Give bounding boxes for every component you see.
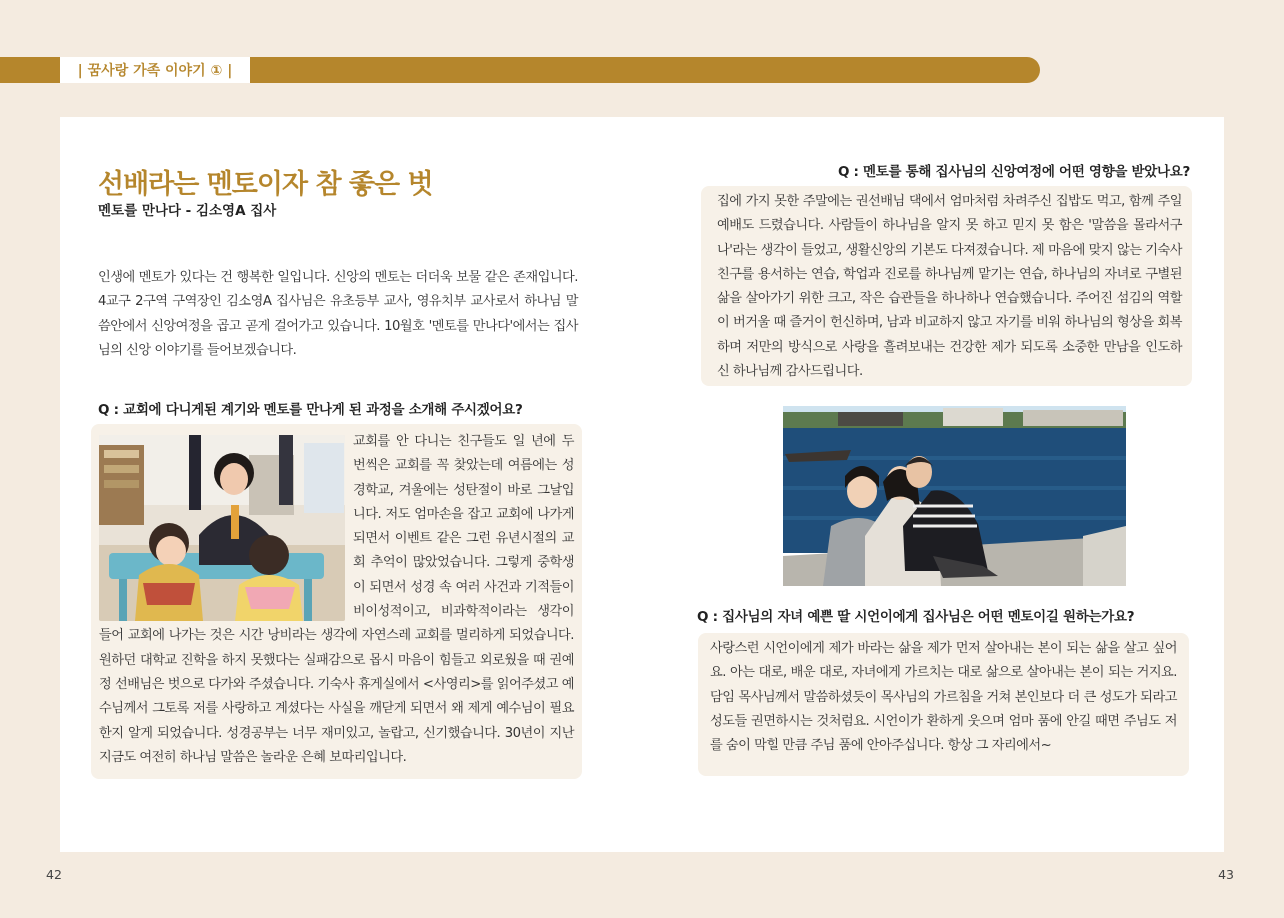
answer-3: 사랑스런 시언이에게 제가 바라는 삶을 제가 먼저 살아내는 본이 되는 삶을 살고 싶어요. 아는 대로, 배운 대로, 자녀에게 가르치는 대로 삶으로 살아내는 본이 되는 거지요. 담임 목사님께서 말씀하셨듯이 목사님의 가르침을 거쳐 본인보다 더 큰 성도가 되라고 성도들 권면하시는 것처럼요. 시언이가 환하게 웃으며 엄마 품에 안길 때면 주님도 저를 숨이 막힐 만큼 주님 품에 안아주십니다. 항상 그 자리에서~ (710, 641, 1177, 754)
section-label: | 꿈사랑 가족 이야기 ① | (60, 57, 250, 83)
answer-1: 교회를 안 다니는 친구들도 일 년에 두 번씩은 교회를 꼭 찾았는데 여름에는 성경학교, 겨울에는 성탄절이 바로 그날입니다. 저도 엄마손을 잡고 교회에 나가게 되면서 이벤트 같은 그런 유년시절의 교회 추억이 많았었습니다. 그렇게 중학생이 되면서 성경 속 여러 사건과 기적들이 비이성적이고, 비과학적이라는 생각이 들어 교회에 나가는 것은 시간 낭비라는 생각에 자연스레 교회를 멀리하게 되었습니다. 원하던 대학교 진학을 하지 못했다는 실패감으로 몹시 마음이 힘들고 외로웠을 때 권예정 선배님은 벗으로 다가와 주셨습니다. 기숙사 휴게실에서 <사영리>를 읽어주셨고 예수님께서 그토록 저를 사랑하고 계셨다는 사실을 깨닫게 되면서 왜 제게 예수님이 필요한지 알게 되었습니다. 성경공부는 너무 재미있고, 놀랍고, 신기했습니다. 30년이 지난 지금도 여전히 하나님 말씀은 놀라운 은혜 보따리입니다. (99, 434, 574, 765)
question-1: Q : 교회에 다니게된 계기와 멘토를 만나게 된 과정을 소개해 주시겠어요? (98, 402, 523, 418)
answer-box-1 (91, 424, 582, 779)
family-photo (783, 406, 1126, 586)
page-number-left: 42 (46, 867, 62, 882)
answer-box-2 (701, 186, 1192, 386)
classroom-photo (99, 435, 345, 621)
article-title: 선배라는 멘토이자 참 좋은 벗 (98, 169, 433, 200)
page-number-right: 43 (1218, 867, 1234, 882)
question-3: Q : 집사님의 자녀 예쁜 딸 시언이에게 집사님은 어떤 멘토이길 원하는가요? (697, 609, 1135, 625)
question-2: Q : 멘토를 통해 집사님의 신앙여정에 어떤 영향을 받았나요? (837, 164, 1190, 180)
answer-2: 집에 가지 못한 주말에는 권선배님 댁에서 엄마처럼 차려주신 집밥도 먹고, 함께 주일예배도 드렸습니다. 사람들이 하나님을 알지 못 하고 믿지 못 함은 '말씀을 몰라서구나'라는 생각이 들었고, 생활신앙의 기본도 다져졌습니다. 제 마음에 맞지 않는 기숙사 친구를 용서하는 연습, 학업과 진로를 하나님께 맡기는 연습, 하나님의 자녀로 구별된 삶을 살아가기 위한 크고, 작은 습관들을 하나하나 연습했습니다. 주어진 섬김의 역할이 버거울 때 즐거이 헌신하며, 남과 비교하지 않고 자기를 비워 하나님의 형상을 회복하며 저만의 방식으로 사랑을 흘려보내는 건강한 제가 되도록 소중한 만남을 인도하신 하나님께 감사드립니다. (717, 194, 1182, 380)
article-subtitle: 멘토를 만나다 - 김소영A 집사 (98, 203, 277, 219)
article-intro: 인생에 멘토가 있다는 건 행복한 일입니다. 신앙의 멘토는 더더욱 보물 같은 존재입니다. 4교구 2구역 구역장인 김소영A 집사님은 유초등부 교사, 영유치부 교사로서 하나님 말씀안에서 신앙여정을 곱고 곧게 걸어가고 있습니다. 10월호 '멘토를 만나다'에서는 집사님의 신앙 이야기를 들어보겠습니다. (98, 270, 578, 358)
answer-box-3 (698, 633, 1189, 776)
